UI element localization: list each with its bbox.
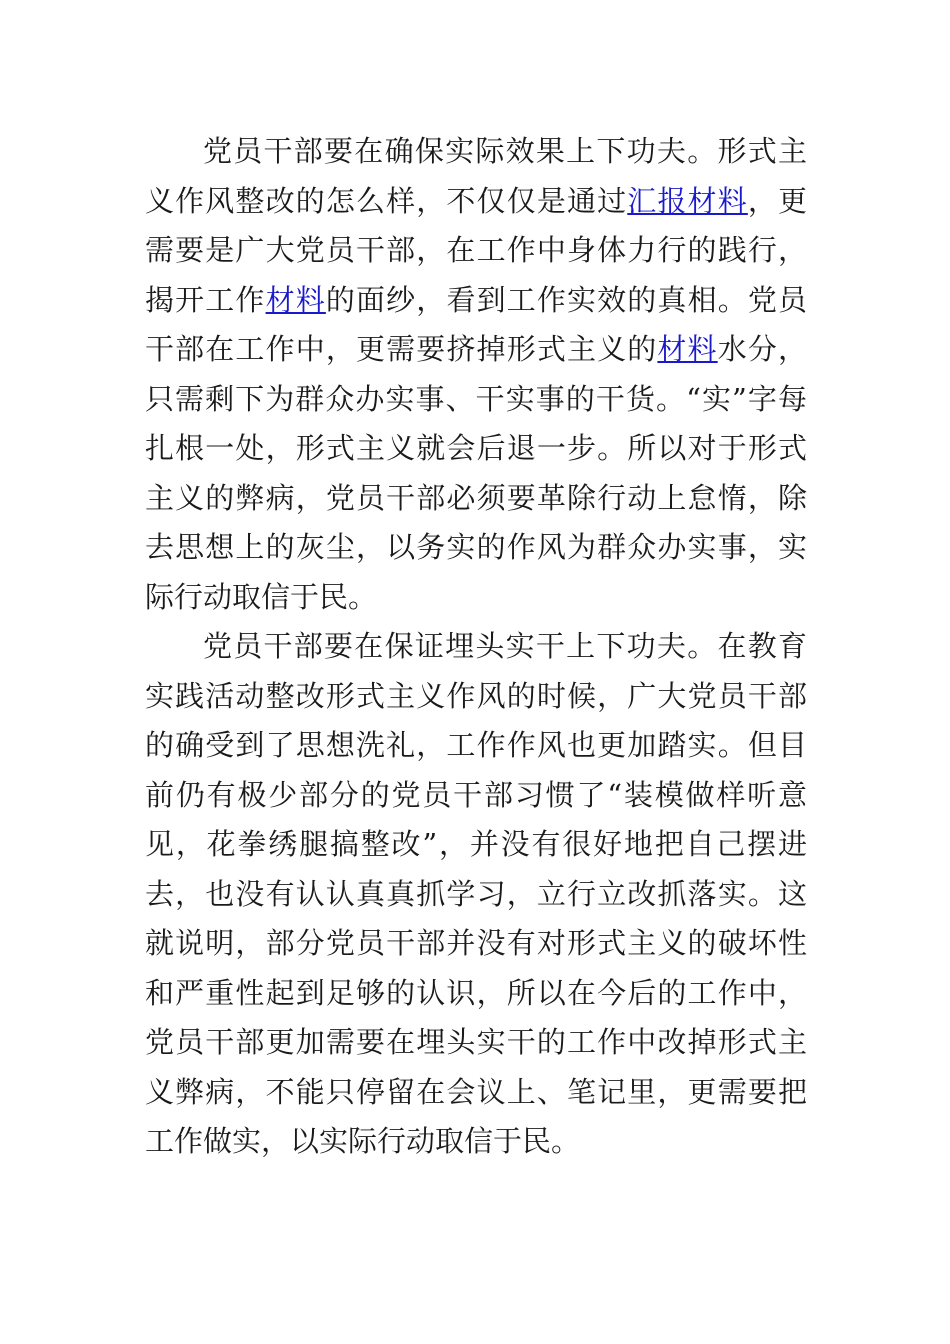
link-report-materials[interactable]: 汇报材料 (627, 183, 748, 218)
link-materials[interactable]: 材料 (265, 282, 326, 317)
paragraph-1-text: 的面纱，看到工作实效的真相。党员干部在工作中，更需要挤掉形式主义的 (145, 282, 807, 366)
paragraph-1-text: 水分，只需剩下为群众办实事、干实事的干货。“实”字每扎根一处，形式主义就会后退一步。所以对于形式主义的弊病，党员干部必须要革除行动上怠惰，除去思想上的灰尘，以务实的作风为群众办实事，实际行动取信于民。 (145, 332, 807, 614)
paragraph-2 (145, 622, 807, 1167)
paragraph-2-text: 党员干部要在保证埋头实干上下功夫。在教育实践活动整改形式主义作风的时候，广大党员干部的确受到了思想洗礼，工作作风也更加踏实。但目前仍有极少部分的党员干部习惯了“装模做样听意见，花拳绣腿搞整改”，并没有很好地把自己摆进去，也没有认认真真抓学习，立行立改抓落实。这就说明，部分党员干部并没有对形式主义的破坏性和严重性起到足够的认识，所以在今后的工作中，党员干部更加需要在埋头实干的工作中改掉形式主义弊病，不能只停留在会议上、笔记里，更需要把工作做实，以实际行动取信于民。 (145, 629, 807, 1158)
paragraph-1-text: ，更需要是广大党员干部，在工作中身体力行的践行，揭开工作 (145, 183, 807, 317)
link-materials[interactable]: 材料 (657, 332, 718, 366)
paragraph-1-text: 党员干部要在确保实际效果上下功夫。形式主义作风整改的怎么样，不仅仅是通过 (145, 134, 807, 218)
document-body (145, 127, 807, 1167)
paragraph-1 (145, 127, 807, 622)
